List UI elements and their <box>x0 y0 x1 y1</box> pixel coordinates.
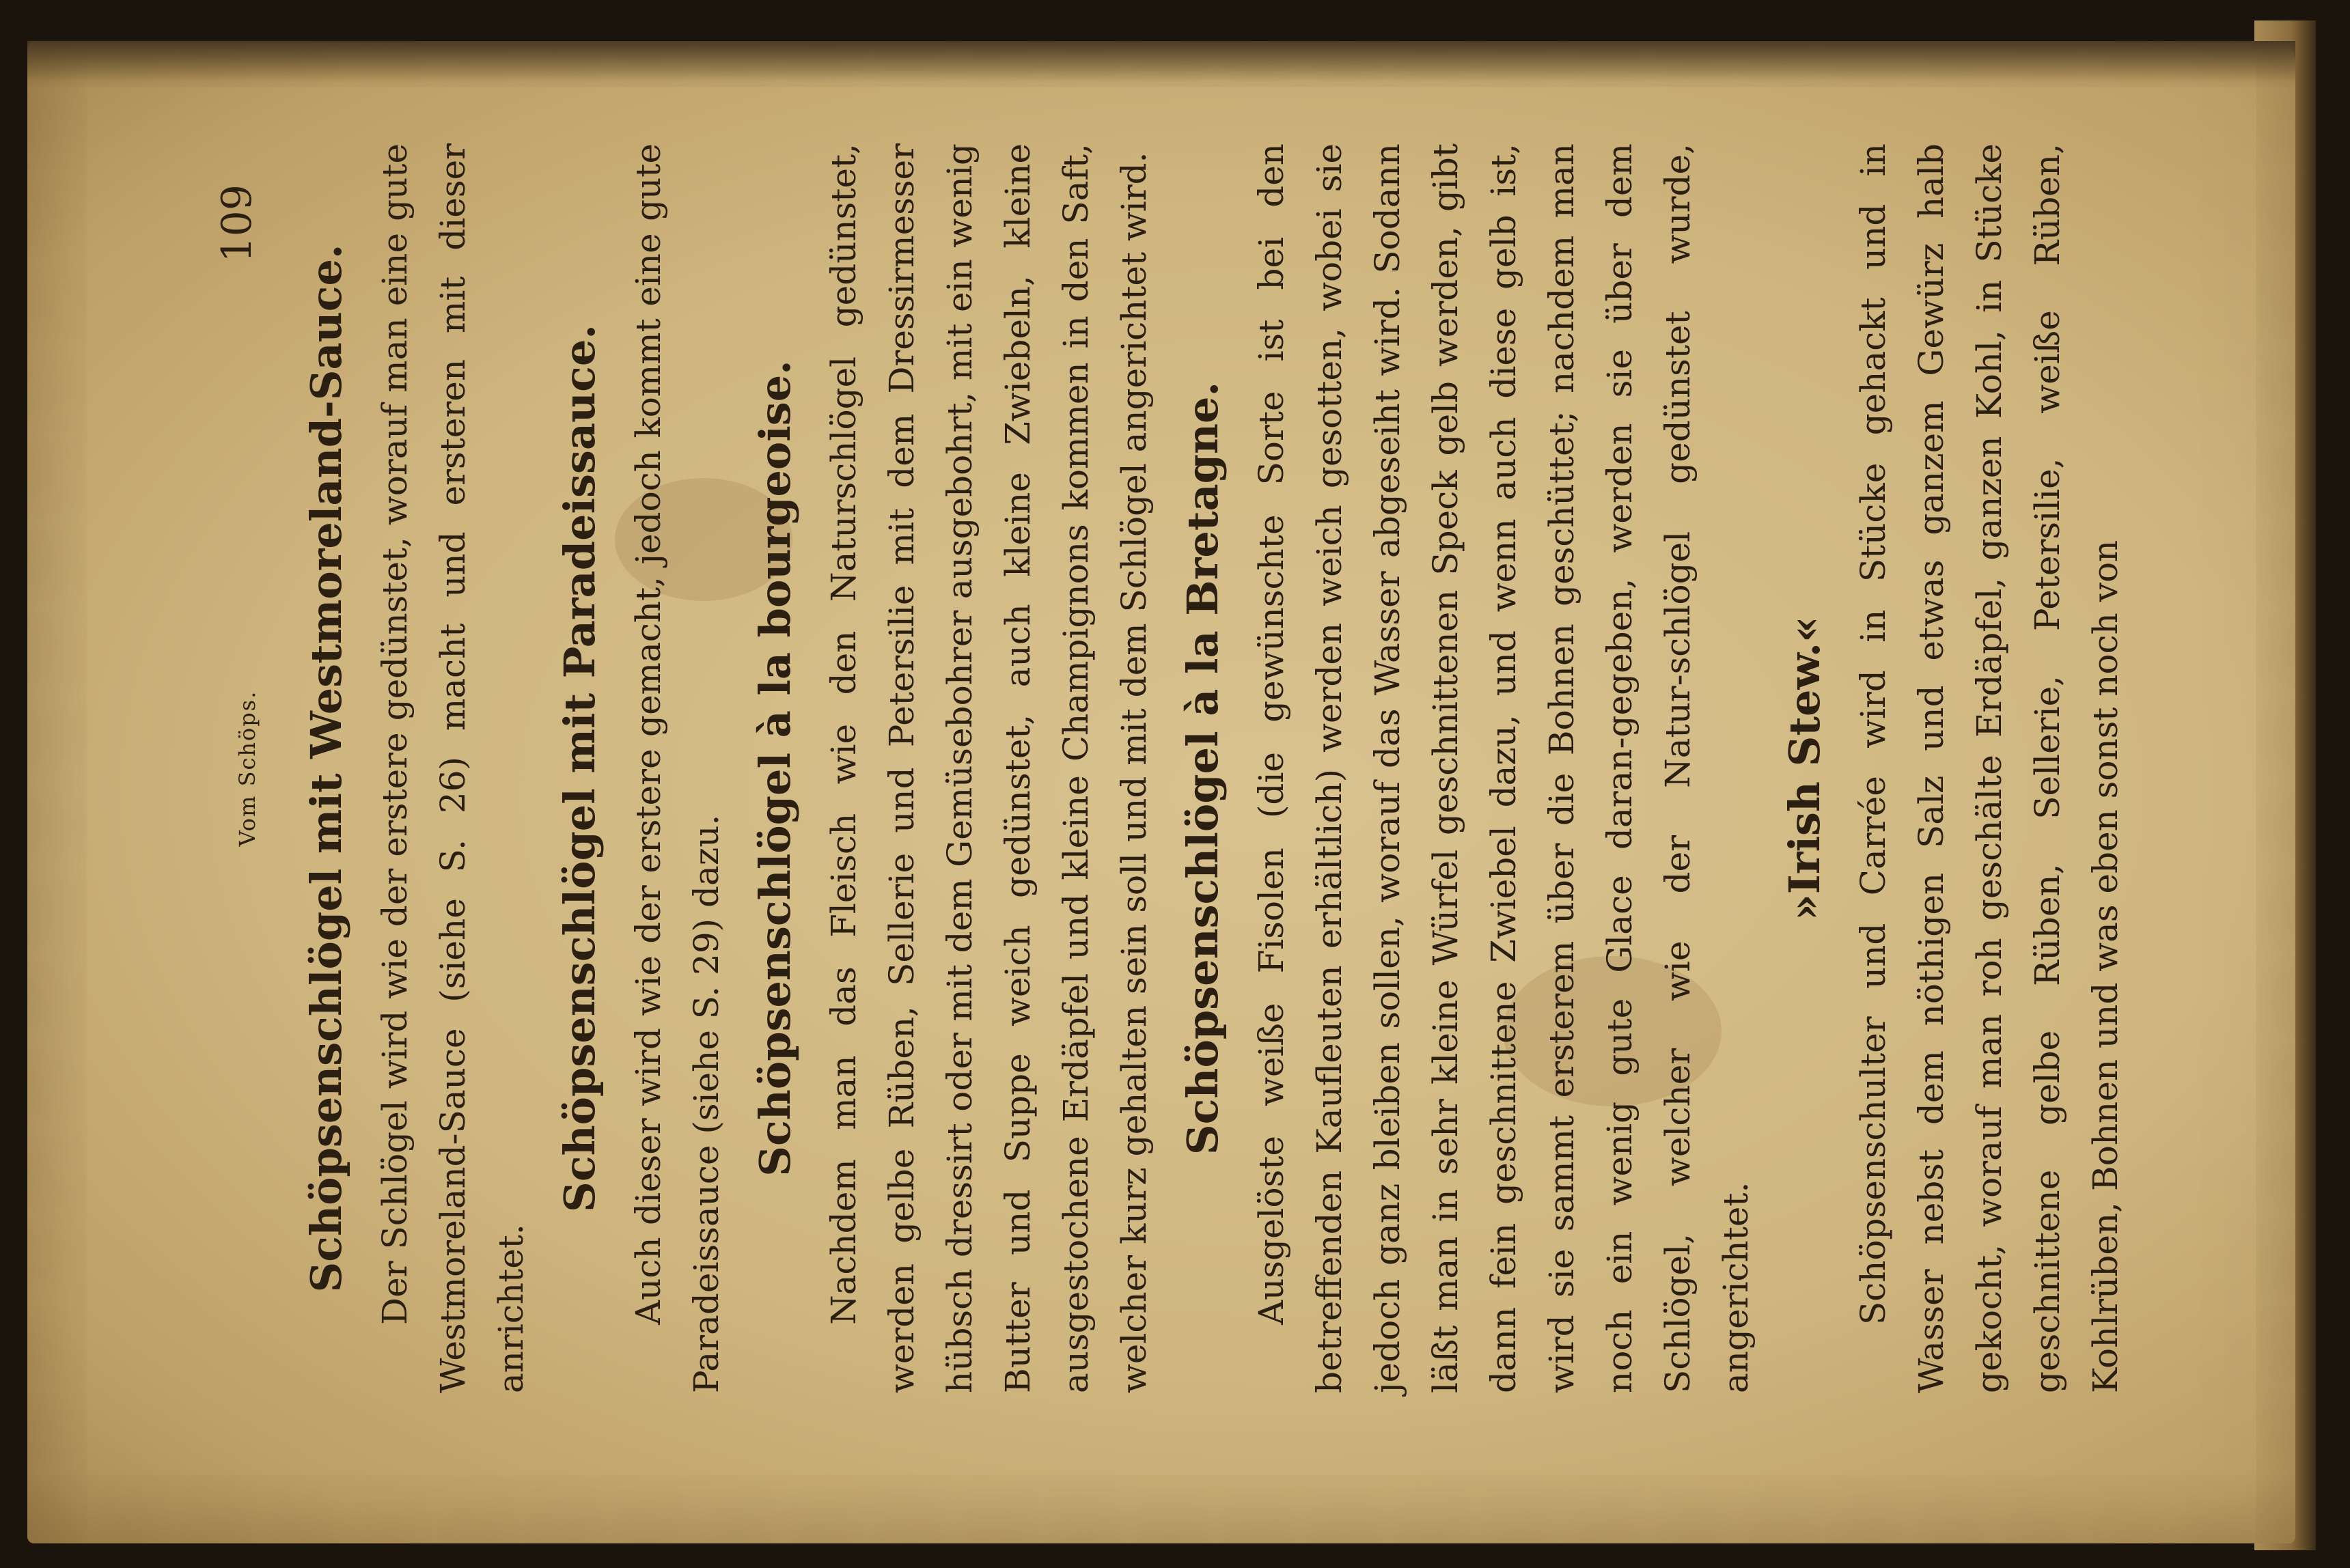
running-head <box>212 143 287 1393</box>
section-paragraph: Der Schlögel wird wie der erstere gedünstet, worauf man eine gute Westmoreland-Sauce (siehe S. 26) macht und ersteren mit dieser anrichtet. <box>375 143 531 1393</box>
section-title: Schöpsenschlögel à la bourgeoise. <box>750 360 800 1177</box>
section-title: Schöpsenschlögel à la Bretagne. <box>1178 381 1228 1156</box>
running-head-title: Vom Schöps. <box>234 690 260 847</box>
rotated-text-area <box>171 116 2193 1448</box>
page-text-block <box>171 116 2193 1448</box>
section-title: »Irish Stew.« <box>1780 616 1829 921</box>
section-title: Schöpsenschlögel mit Paradeissauce. <box>555 324 605 1212</box>
section-paragraph: Ausgelöste weiße Fisolen (die gewünschte Sorte ist bei den betreffenden Kaufleuten erhältlich) werden weich gesotten, wobei sie jedoch ganz bleiben sollen, worauf das Wasser abgeseiht wird. Sodann läßt man in sehr kleine Würfel geschnittenen Speck gelb werden, gibt dann fein geschnittene Zwiebel dazu, und wenn auch diese gelb ist, wird sie sammt ersterem über die Bohnen geschüttet; nachdem man noch ein wenig gute Glace daran-gegeben, werden sie über dem Schlögel, welcher wie der Natur-schlögel gedünstet wurde, angerichtet. <box>1252 143 1756 1393</box>
section-title: Schöpsenschlögel mit Westmoreland-Sauce. <box>301 244 351 1293</box>
book-spine-shadow <box>27 41 2295 82</box>
section-paragraph: Auch dieser wird wie der erstere gemacht, jedoch kommt eine gute Paradeissauce (siehe S. 29) dazu. <box>628 143 726 1393</box>
page-number: 109 <box>213 184 261 263</box>
section-paragraph: Schöpsenschulter und Carrée wird in Stücke gehackt und in Wasser nebst dem nöthigen Salz und etwas ganzem Gewürz halb gekocht, worauf man roh geschälte Erdäpfel, ganzen Kohl, in Stücke geschnittene gelbe Rüben, Sellerie, Petersilie, weiße Rüben, Kohlrüben, Bohnen und was eben sonst noch von <box>1853 143 2125 1393</box>
section-paragraph: Nachdem man das Fleisch wie den Naturschlögel gedünstet, werden gelbe Rüben, Sellerie und Petersilie mit dem Dressirmesser hübsch dressirt oder mit dem Gemüsebohrer ausgebohrt, mit ein wenig Butter und Suppe weich gedünstet, auch kleine Zwiebeln, kleine ausgestochene Erdäpfel und kleine Champignons kommen in den Saft, welcher kurz gehalten sein soll und mit dem Schlögel angerichtet wird. <box>824 143 1154 1393</box>
